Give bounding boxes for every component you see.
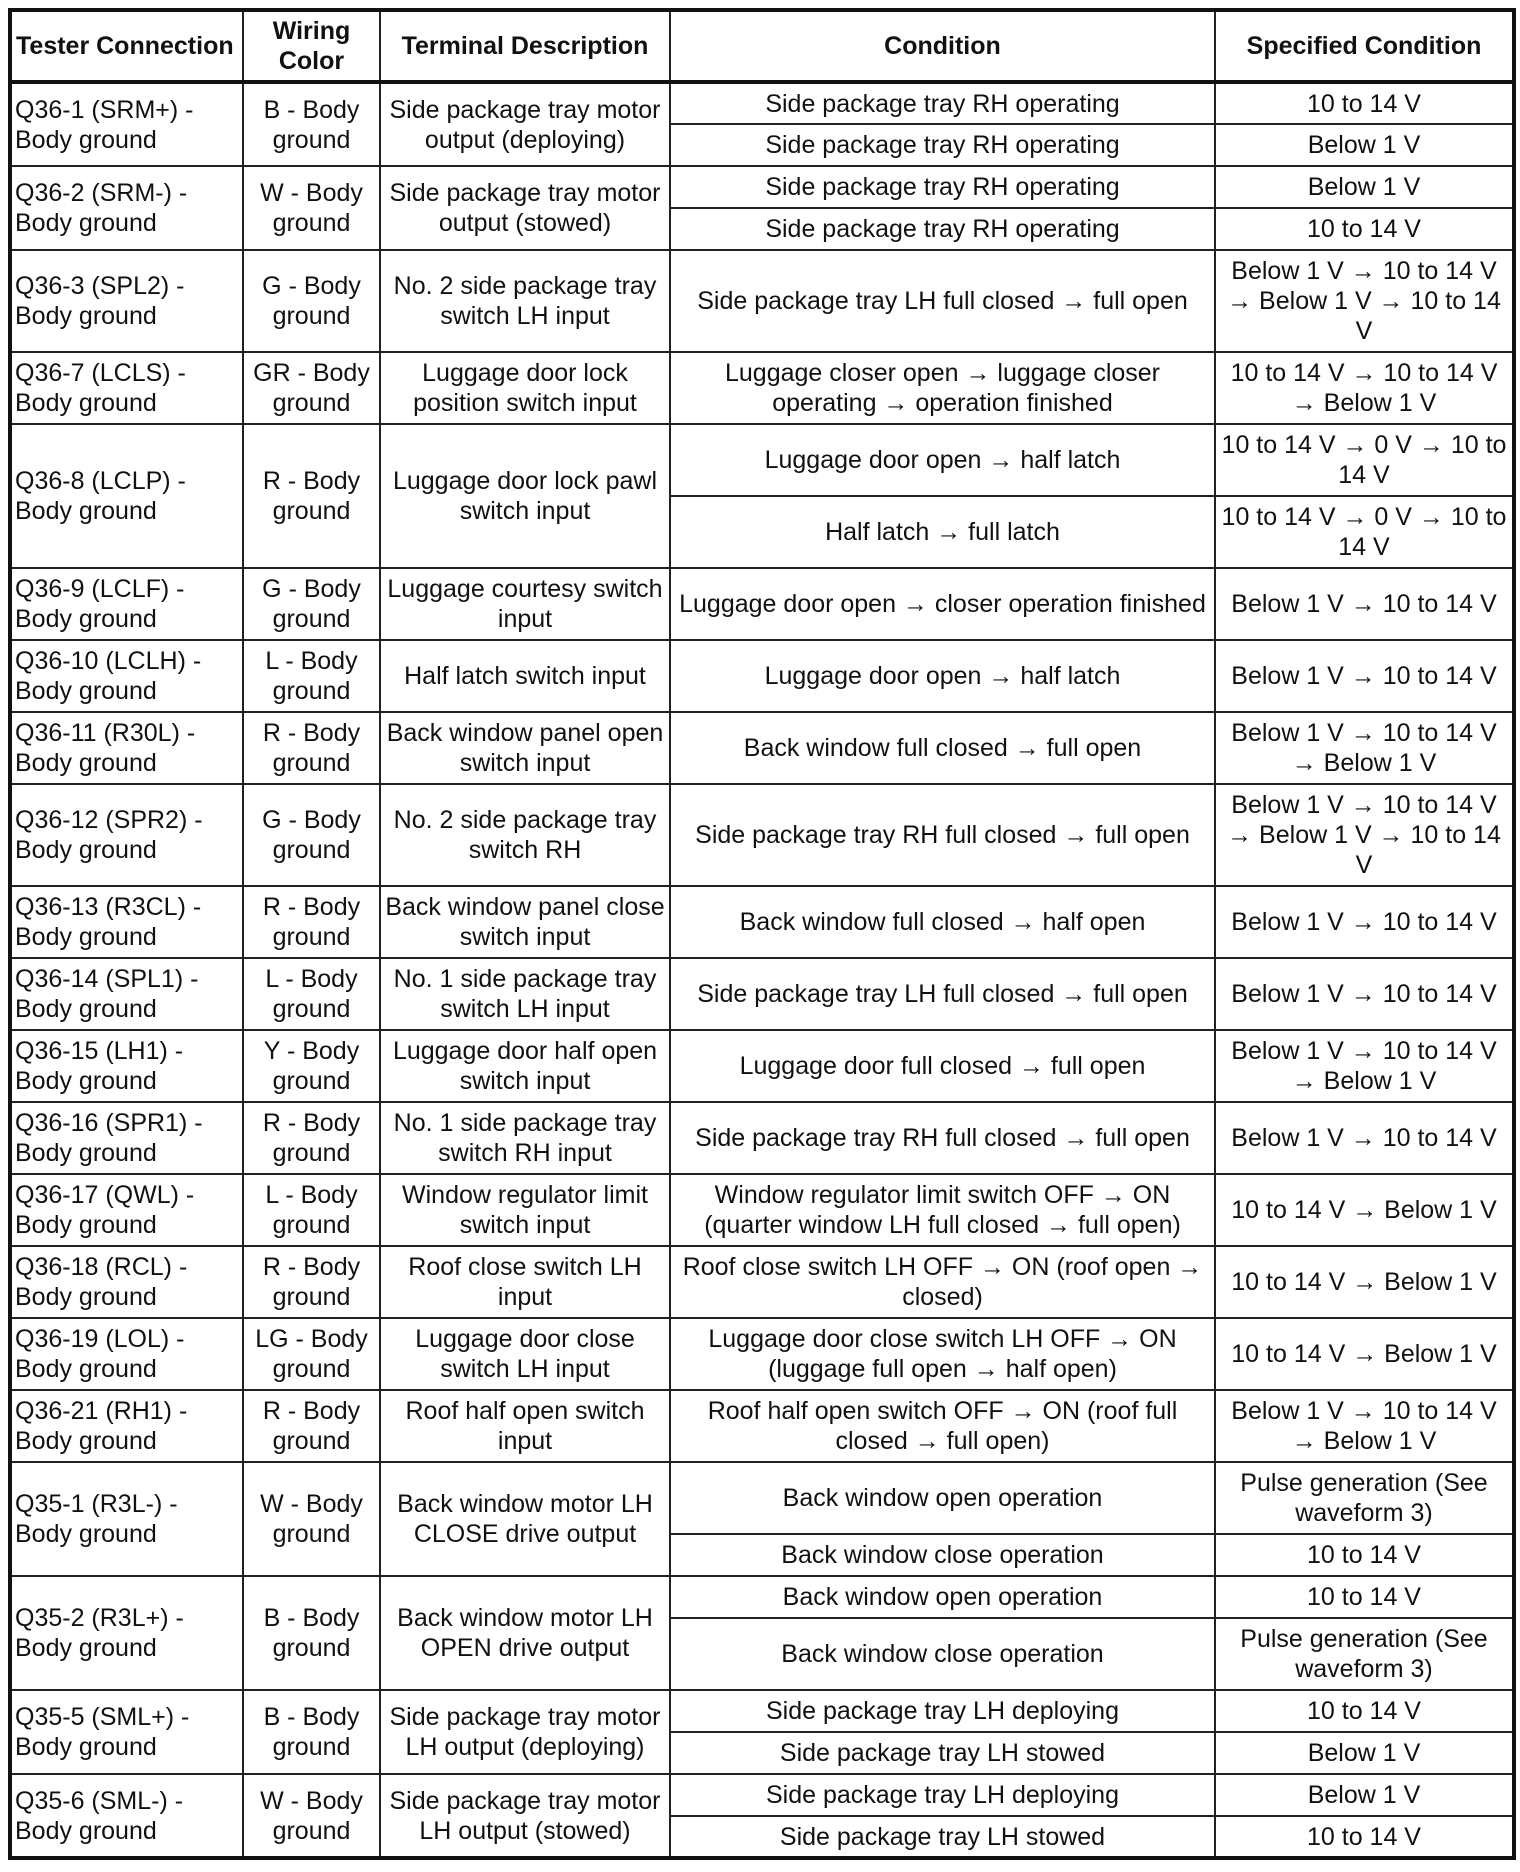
specified-condition-cell: 10 to 14 V → Below 1 V [1215,1174,1514,1246]
specified-condition-cell: Below 1 V → 10 to 14 V [1215,1102,1514,1174]
terminal-description-cell: Roof half open switch input [380,1390,670,1462]
table-row [10,568,1514,640]
wiring-color-cell: L - Body ground [243,958,380,1030]
specified-condition-cell: 10 to 14 V [1215,1534,1514,1576]
specified-condition-cell: Below 1 V [1215,1732,1514,1774]
specified-condition-cell: 10 to 14 V → 0 V → 10 to 14 V [1215,424,1514,496]
wiring-color-cell: W - Body ground [243,1774,380,1858]
table-row [10,1246,1514,1318]
condition-cell: Luggage door open → closer operation finished [670,568,1215,640]
terminal-description-cell: Luggage door half open switch input [380,1030,670,1102]
table-row [10,712,1514,784]
terminal-description-cell: Luggage door lock pawl switch input [380,424,670,568]
condition-cell: Window regulator limit switch OFF → ON (quarter window LH full closed → full open) [670,1174,1215,1246]
condition-cell: Half latch → full latch [670,496,1215,568]
wiring-color-cell: R - Body ground [243,1102,380,1174]
terminal-description-cell: Side package tray motor output (stowed) [380,166,670,250]
specified-condition-cell: Below 1 V → 10 to 14 V → Below 1 V [1215,1390,1514,1462]
table-row [10,1774,1514,1816]
wiring-color-cell: R - Body ground [243,712,380,784]
condition-cell: Back window close operation [670,1618,1215,1690]
table-row [10,1102,1514,1174]
table-row [10,1462,1514,1534]
specified-condition-cell: 10 to 14 V → 10 to 14 V → Below 1 V [1215,352,1514,424]
tester-connection-cell: Q36-7 (LCLS) - Body ground [10,352,243,424]
table-row [10,1390,1514,1462]
condition-cell: Luggage door open → half latch [670,640,1215,712]
condition-cell: Side package tray RH full closed → full open [670,1102,1215,1174]
condition-cell: Side package tray LH deploying [670,1690,1215,1732]
header-specified-condition: Specified Condition [1215,10,1514,82]
specified-condition-cell: 10 to 14 V [1215,1690,1514,1732]
tester-connection-cell: Q36-10 (LCLH) - Body ground [10,640,243,712]
wiring-color-cell: B - Body ground [243,1690,380,1774]
table-body [10,82,1514,1858]
terminal-description-cell: Luggage door close switch LH input [380,1318,670,1390]
terminal-description-cell: No. 1 side package tray switch LH input [380,958,670,1030]
condition-cell: Roof close switch LH OFF → ON (roof open → closed) [670,1246,1215,1318]
terminal-description-cell: Side package tray motor LH output (deploying) [380,1690,670,1774]
tester-connection-cell: Q36-14 (SPL1) - Body ground [10,958,243,1030]
spec-table-container [8,8,1512,1860]
tester-connection-cell: Q36-1 (SRM+) - Body ground [10,82,243,166]
specified-condition-cell: 10 to 14 V → Below 1 V [1215,1246,1514,1318]
terminal-description-cell: Back window motor LH CLOSE drive output [380,1462,670,1576]
condition-cell: Side package tray LH stowed [670,1732,1215,1774]
wiring-color-cell: LG - Body ground [243,1318,380,1390]
terminal-spec-table [8,8,1516,1860]
tester-connection-cell: Q36-8 (LCLP) - Body ground [10,424,243,568]
condition-cell: Side package tray RH operating [670,208,1215,250]
specified-condition-cell: Pulse generation (See waveform 3) [1215,1618,1514,1690]
specified-condition-cell: Below 1 V → 10 to 14 V → Below 1 V [1215,712,1514,784]
table-row [10,1690,1514,1732]
header-row [10,10,1514,82]
tester-connection-cell: Q35-1 (R3L-) - Body ground [10,1462,243,1576]
wiring-color-cell: G - Body ground [243,250,380,352]
specified-condition-cell: Below 1 V → 10 to 14 V [1215,568,1514,640]
terminal-description-cell: Roof close switch LH input [380,1246,670,1318]
terminal-description-cell: Back window motor LH OPEN drive output [380,1576,670,1690]
condition-cell: Back window close operation [670,1534,1215,1576]
condition-cell: Back window open operation [670,1462,1215,1534]
wiring-color-cell: W - Body ground [243,166,380,250]
table-row [10,784,1514,886]
table-row [10,886,1514,958]
tester-connection-cell: Q36-12 (SPR2) - Body ground [10,784,243,886]
condition-cell: Back window full closed → half open [670,886,1215,958]
table-row [10,1174,1514,1246]
wiring-color-cell: G - Body ground [243,784,380,886]
terminal-description-cell: Back window panel open switch input [380,712,670,784]
tester-connection-cell: Q36-16 (SPR1) - Body ground [10,1102,243,1174]
terminal-description-cell: No. 2 side package tray switch RH [380,784,670,886]
tester-connection-cell: Q36-11 (R30L) - Body ground [10,712,243,784]
specified-condition-cell: 10 to 14 V [1215,1576,1514,1618]
tester-connection-cell: Q36-2 (SRM-) - Body ground [10,166,243,250]
tester-connection-cell: Q36-9 (LCLF) - Body ground [10,568,243,640]
header-tester-connection: Tester Connection [10,10,243,82]
table-row [10,82,1514,124]
header-condition: Condition [670,10,1215,82]
specified-condition-cell: Below 1 V → 10 to 14 V [1215,958,1514,1030]
terminal-description-cell: No. 2 side package tray switch LH input [380,250,670,352]
wiring-color-cell: R - Body ground [243,1390,380,1462]
wiring-color-cell: R - Body ground [243,1246,380,1318]
tester-connection-cell: Q35-5 (SML+) - Body ground [10,1690,243,1774]
specified-condition-cell: 10 to 14 V [1215,1816,1514,1858]
condition-cell: Back window full closed → full open [670,712,1215,784]
condition-cell: Side package tray RH operating [670,82,1215,124]
condition-cell: Roof half open switch OFF → ON (roof full closed → full open) [670,1390,1215,1462]
header-wiring-color: Wiring Color [243,10,380,82]
wiring-color-cell: Y - Body ground [243,1030,380,1102]
table-row [10,1576,1514,1618]
wiring-color-cell: L - Body ground [243,1174,380,1246]
tester-connection-cell: Q36-19 (LOL) - Body ground [10,1318,243,1390]
specified-condition-cell: Below 1 V → 10 to 14 V → Below 1 V → 10 to 14 V [1215,250,1514,352]
tester-connection-cell: Q36-17 (QWL) - Body ground [10,1174,243,1246]
table-row [10,352,1514,424]
condition-cell: Side package tray LH full closed → full open [670,250,1215,352]
table-row [10,958,1514,1030]
table-row [10,1318,1514,1390]
specified-condition-cell: 10 to 14 V → 0 V → 10 to 14 V [1215,496,1514,568]
terminal-description-cell: Luggage door lock position switch input [380,352,670,424]
specified-condition-cell: Below 1 V [1215,124,1514,166]
terminal-description-cell: Back window panel close switch input [380,886,670,958]
terminal-description-cell: Luggage courtesy switch input [380,568,670,640]
specified-condition-cell: 10 to 14 V → Below 1 V [1215,1318,1514,1390]
condition-cell: Luggage closer open → luggage closer operating → operation finished [670,352,1215,424]
specified-condition-cell: 10 to 14 V [1215,208,1514,250]
wiring-color-cell: B - Body ground [243,1576,380,1690]
terminal-description-cell: Window regulator limit switch input [380,1174,670,1246]
specified-condition-cell: Below 1 V → 10 to 14 V → Below 1 V → 10 to 14 V [1215,784,1514,886]
header-terminal-description: Terminal Description [380,10,670,82]
condition-cell: Side package tray LH full closed → full open [670,958,1215,1030]
tester-connection-cell: Q35-2 (R3L+) - Body ground [10,1576,243,1690]
tester-connection-cell: Q36-13 (R3CL) - Body ground [10,886,243,958]
tester-connection-cell: Q36-18 (RCL) - Body ground [10,1246,243,1318]
specified-condition-cell: 10 to 14 V [1215,82,1514,124]
table-row [10,250,1514,352]
tester-connection-cell: Q36-21 (RH1) - Body ground [10,1390,243,1462]
specified-condition-cell: Below 1 V → 10 to 14 V [1215,886,1514,958]
table-row [10,424,1514,496]
wiring-color-cell: GR - Body ground [243,352,380,424]
wiring-color-cell: R - Body ground [243,886,380,958]
condition-cell: Luggage door close switch LH OFF → ON (luggage full open → half open) [670,1318,1215,1390]
terminal-description-cell: Half latch switch input [380,640,670,712]
table-row [10,1030,1514,1102]
condition-cell: Side package tray LH deploying [670,1774,1215,1816]
wiring-color-cell: B - Body ground [243,82,380,166]
specified-condition-cell: Below 1 V → 10 to 14 V [1215,640,1514,712]
wiring-color-cell: L - Body ground [243,640,380,712]
specified-condition-cell: Below 1 V [1215,166,1514,208]
specified-condition-cell: Below 1 V → 10 to 14 V → Below 1 V [1215,1030,1514,1102]
wiring-color-cell: W - Body ground [243,1462,380,1576]
specified-condition-cell: Pulse generation (See waveform 3) [1215,1462,1514,1534]
condition-cell: Side package tray RH operating [670,124,1215,166]
table-row [10,166,1514,208]
condition-cell: Luggage door open → half latch [670,424,1215,496]
terminal-description-cell: No. 1 side package tray switch RH input [380,1102,670,1174]
terminal-description-cell: Side package tray motor output (deploying) [380,82,670,166]
condition-cell: Side package tray RH operating [670,166,1215,208]
specified-condition-cell: Below 1 V [1215,1774,1514,1816]
condition-cell: Back window open operation [670,1576,1215,1618]
terminal-description-cell: Side package tray motor LH output (stowed) [380,1774,670,1858]
table-row [10,640,1514,712]
condition-cell: Side package tray RH full closed → full open [670,784,1215,886]
tester-connection-cell: Q36-15 (LH1) - Body ground [10,1030,243,1102]
tester-connection-cell: Q35-6 (SML-) - Body ground [10,1774,243,1858]
condition-cell: Side package tray LH stowed [670,1816,1215,1858]
wiring-color-cell: G - Body ground [243,568,380,640]
wiring-color-cell: R - Body ground [243,424,380,568]
tester-connection-cell: Q36-3 (SPL2) - Body ground [10,250,243,352]
condition-cell: Luggage door full closed → full open [670,1030,1215,1102]
